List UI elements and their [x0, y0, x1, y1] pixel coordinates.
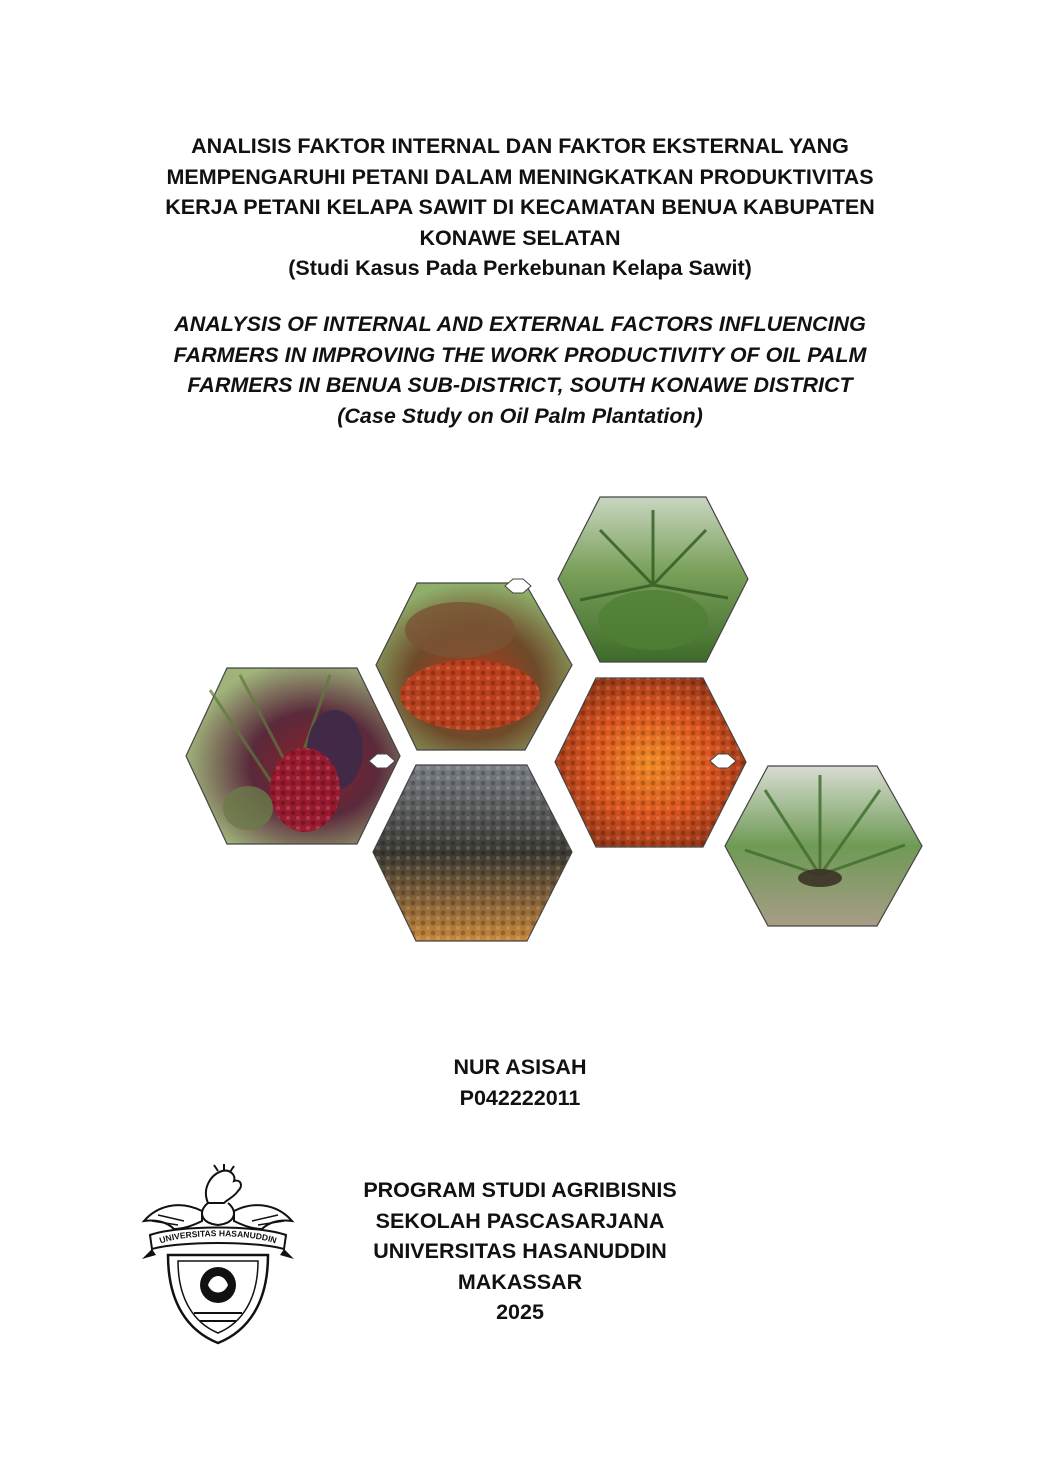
title-english	[0, 309, 1040, 431]
young-palm-photo	[725, 766, 922, 926]
university-name: UNIVERSITAS HASANUDDIN	[373, 1239, 667, 1263]
year: 2025	[496, 1300, 544, 1324]
title-id-line: KONAWE SELATAN	[419, 225, 621, 250]
city: MAKASSAR	[457, 1269, 583, 1294]
university-logo	[138, 1163, 298, 1353]
institution-block	[320, 1175, 720, 1328]
title-en-line: FARMERS IN IMPROVING THE WORK PRODUCTIVITY OF OIL PALM	[173, 342, 867, 367]
shield-icon	[168, 1255, 268, 1343]
study-program: PROGRAM STUDI AGRIBISNIS	[363, 1178, 677, 1202]
title-id-line: MEMPENGARUHI PETANI DALAM MENINGKATKAN PRODUKTIVITAS	[166, 164, 874, 189]
title-en-line: FARMERS IN BENUA SUB-DISTRICT, SOUTH KONAWE DISTRICT	[187, 373, 853, 397]
graduate-school: SEKOLAH PASCASARJANA	[375, 1208, 665, 1233]
student-id: P042222011	[459, 1086, 581, 1110]
oil-palm-photo-collage	[180, 490, 930, 950]
title-indonesian	[0, 131, 1040, 284]
palm-fruit-red-photo	[186, 668, 400, 844]
title-en-subtitle: (Case Study on Oil Palm Plantation)	[337, 403, 703, 428]
title-en-line: ANALYSIS OF INTERNAL AND EXTERNAL FACTORS INFLUENCING	[174, 312, 866, 336]
author-block	[0, 1052, 1040, 1114]
title-id-line: KERJA PETANI KELAPA SAWIT DI KECAMATAN BENUA KABUPATEN	[165, 195, 875, 219]
palm-kernels-photo	[373, 765, 572, 941]
title-id-subtitle: (Studi Kasus Pada Perkebunan Kelapa Sawit)	[288, 256, 752, 280]
fruit-bunch-photo	[376, 579, 572, 750]
palm-fruit-orange-photo	[555, 678, 746, 847]
ribbon-text: UNIVERSITAS HASANUDDIN	[158, 1228, 278, 1246]
palm-tree-photo	[558, 497, 748, 662]
title-id-line: ANALISIS FAKTOR INTERNAL DAN FAKTOR EKSTERNAL YANG	[191, 134, 849, 158]
author-name: NUR ASISAH	[453, 1055, 587, 1079]
